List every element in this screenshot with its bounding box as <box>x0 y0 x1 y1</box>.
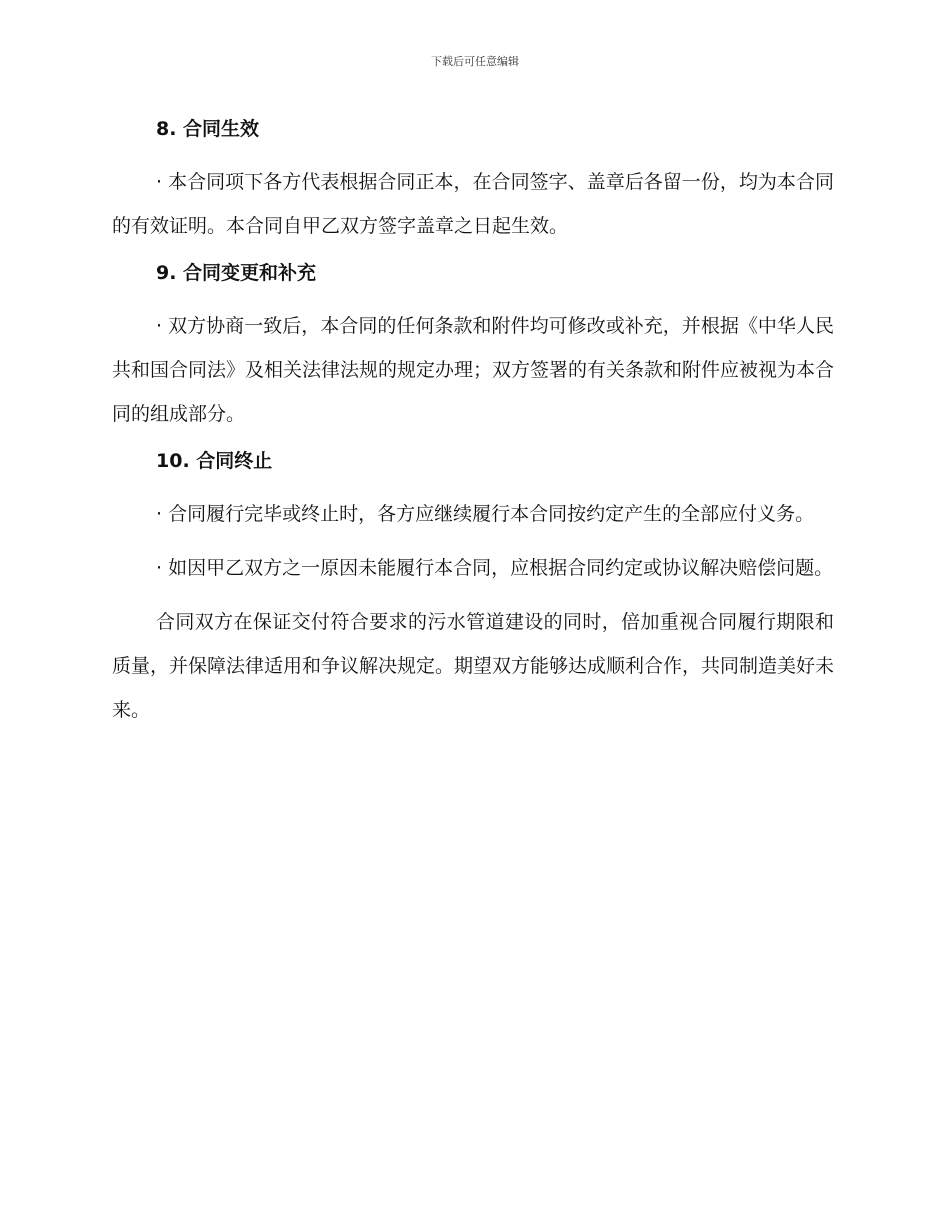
section-heading-10: 10. 合同终止 <box>156 450 273 472</box>
section-8-paragraph-1: · 本合同项下各方代表根据合同正本，在合同签字、盖章后各留一份，均为本合同的有效证明。本合同自甲乙双方签字盖章之日起生效。 <box>112 171 834 237</box>
document-body <box>112 112 834 732</box>
section-9-paragraph-1: · 双方协商一致后，本合同的任何条款和附件均可修改或补充，并根据《中华人民共和国合同法》及相关法律法规的规定办理；双方签署的有关条款和附件应被视为本合同的组成部分。 <box>112 315 835 425</box>
closing-paragraph: 合同双方在保证交付符合要求的污水管道建设的同时，倍加重视合同履行期限和质量，并保障法律适用和争议解决规定。期望双方能够达成顺利合作，共同制造美好未来。 <box>112 611 835 721</box>
page-header: 下载后可任意编辑 <box>431 55 519 68</box>
section-10-paragraph-1: · 合同履行完毕或终止时，各方应继续履行本合同按约定产生的全部应付义务。 <box>156 503 815 525</box>
section-heading-9: 9. 合同变更和补充 <box>156 262 317 284</box>
section-10-paragraph-2: · 如因甲乙双方之一原因未能履行本合同，应根据合同约定或协议解决赔偿问题。 <box>156 557 834 579</box>
section-heading-8: 8. 合同生效 <box>156 118 260 140</box>
